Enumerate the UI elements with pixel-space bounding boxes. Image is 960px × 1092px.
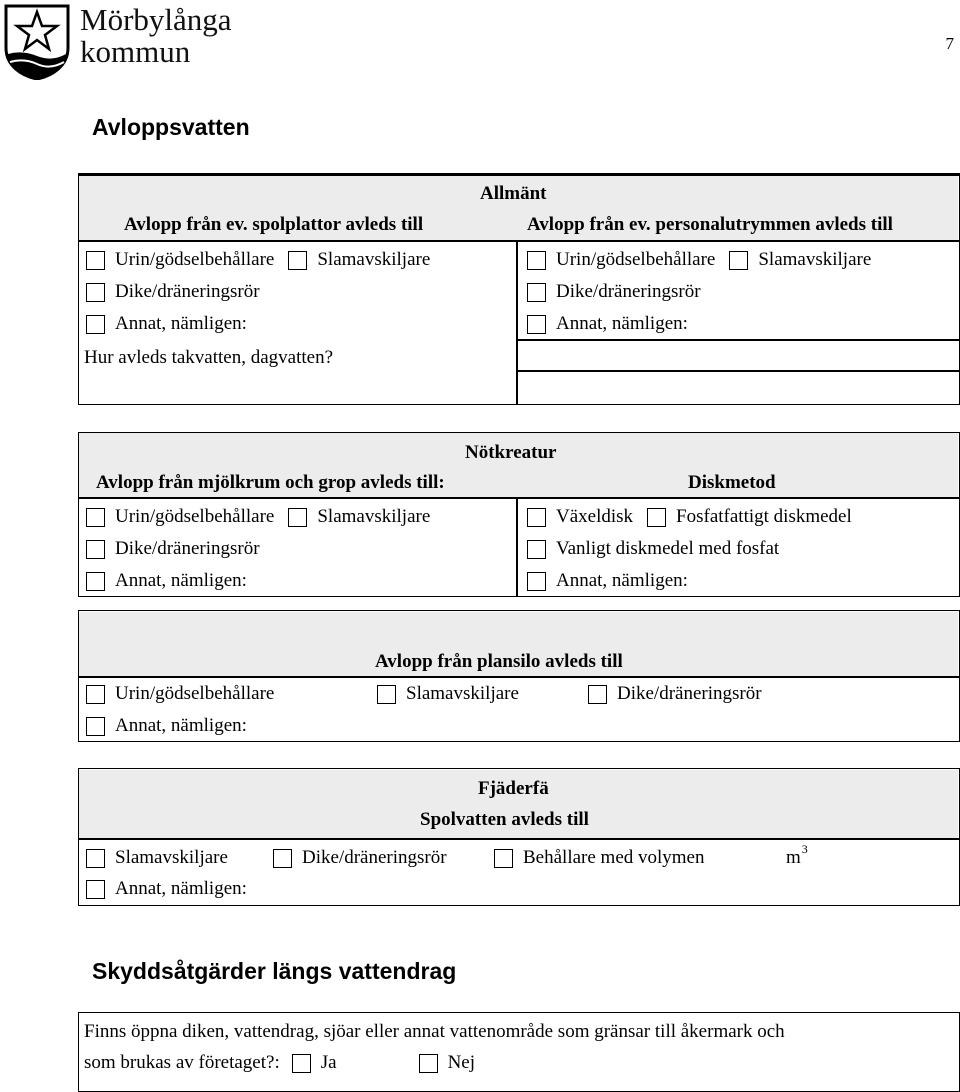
checkbox-personal-urin[interactable] xyxy=(527,251,546,270)
label-personal-dike: Dike/dräneringsrör xyxy=(556,281,701,302)
checkbox-personal-slam[interactable] xyxy=(729,251,748,270)
label-fjaderfa-annat: Annat, nämligen: xyxy=(115,878,247,899)
municipality-name xyxy=(80,4,232,68)
label-takvatten: Hur avleds takvatten, dagvatten? xyxy=(84,347,334,368)
label-fjaderfa-slam: Slamavskiljare xyxy=(115,847,228,868)
label-plansilo-urin: Urin/gödselbehållare xyxy=(115,683,275,704)
checkbox-spolplattor-dike[interactable] xyxy=(86,283,105,302)
label-skydd-question-1: Finns öppna diken, vattendrag, sjöar eller annat vattenområde som gränsar till åkermark och xyxy=(84,1021,785,1042)
checkbox-vanligt-diskmedel[interactable] xyxy=(527,540,546,559)
checkbox-skydd-nej[interactable] xyxy=(419,1054,438,1073)
checkbox-fjaderfa-dike[interactable] xyxy=(273,849,292,868)
label-unit-sup: 3 xyxy=(801,841,808,856)
allmant-right-row-1 xyxy=(527,248,871,272)
checkbox-fjaderfa-behallare[interactable] xyxy=(494,849,513,868)
section-heading-skydd: Skyddsåtgärder längs vattendrag xyxy=(92,958,457,984)
notkreatur-right-row-3 xyxy=(527,569,688,593)
plansilo-header-rule xyxy=(78,676,960,678)
checkbox-mjolkrum-slam[interactable] xyxy=(288,508,307,527)
notkreatur-right-row-1 xyxy=(527,505,852,529)
label-mjolkrum-annat: Annat, nämligen: xyxy=(115,570,247,591)
label-plansilo-dike: Dike/dräneringsrör xyxy=(617,683,762,704)
allmant-left-row-3 xyxy=(86,312,247,336)
fjaderfa-row-2 xyxy=(86,877,247,901)
label-unit-m: m xyxy=(786,847,801,868)
label-mjolkrum-urin: Urin/gödselbehållare xyxy=(115,506,275,527)
skydd-question-line2 xyxy=(84,1051,475,1075)
label-personal-urin: Urin/gödselbehållare xyxy=(556,249,716,270)
allmant-left-title: Avlopp från ev. spolplattor avleds till xyxy=(124,214,424,235)
label-vaxeldisk: Växeldisk xyxy=(556,506,634,527)
notkreatur-left-row-1 xyxy=(86,505,430,529)
label-plansilo-slam: Slamavskiljare xyxy=(406,683,519,704)
notkreatur-left-row-2 xyxy=(86,537,260,561)
notkreatur-right-row-2 xyxy=(527,537,779,561)
allmant-top-thick-rule xyxy=(78,173,960,176)
label-plansilo-annat: Annat, nämligen: xyxy=(115,715,247,736)
checkbox-mjolkrum-urin[interactable] xyxy=(86,508,105,527)
fjaderfa-volume-unit xyxy=(786,841,808,870)
plansilo-row-1c xyxy=(588,682,762,706)
checkbox-fosfatfattigt[interactable] xyxy=(647,508,666,527)
label-spolplattor-slam: Slamavskiljare xyxy=(317,249,431,270)
checkbox-fjaderfa-annat[interactable] xyxy=(86,880,105,899)
checkbox-plansilo-slam[interactable] xyxy=(377,685,396,704)
section-heading-avloppsvatten: Avloppsvatten xyxy=(92,114,250,140)
checkbox-plansilo-dike[interactable] xyxy=(588,685,607,704)
allmant-left-row-2 xyxy=(86,280,260,304)
allmant-left-row-1 xyxy=(86,248,430,272)
allmant-title: Allmänt xyxy=(480,183,547,204)
fjaderfa-row-1 xyxy=(86,846,228,870)
label-fosfatfattigt: Fosfatfattigt diskmedel xyxy=(676,506,852,527)
takvatten-question xyxy=(84,346,333,370)
label-mjolkrum-slam: Slamavskiljare xyxy=(317,506,431,527)
checkbox-skydd-ja[interactable] xyxy=(292,1054,311,1073)
checkbox-spolplattor-slam[interactable] xyxy=(288,251,307,270)
label-mjolkrum-dike: Dike/dräneringsrör xyxy=(115,538,260,559)
allmant-right-title: Avlopp från ev. personalutrymmen avleds till xyxy=(527,214,893,235)
label-spolplattor-annat: Annat, nämligen: xyxy=(115,313,247,334)
plansilo-row-1 xyxy=(86,682,274,706)
takvatten-answer-line xyxy=(516,370,960,372)
notkreatur-title: Nötkreatur xyxy=(465,442,557,463)
fjaderfa-row-1c xyxy=(494,846,705,870)
plansilo-row-2 xyxy=(86,714,247,738)
notkreatur-right-title: Diskmetod xyxy=(688,472,776,493)
label-spolplattor-dike: Dike/dräneringsrör xyxy=(115,281,260,302)
checkbox-plansilo-urin[interactable] xyxy=(86,685,105,704)
label-personal-slam: Slamavskiljare xyxy=(758,249,872,270)
allmant-header-rule xyxy=(78,240,960,242)
allmant-right-row-2 xyxy=(527,280,701,304)
fjaderfa-subtitle: Spolvatten avleds till xyxy=(420,809,589,830)
checkbox-personal-annat[interactable] xyxy=(527,315,546,334)
label-diskmetod-annat: Annat, nämligen: xyxy=(556,570,688,591)
municipality-logo xyxy=(2,2,72,80)
label-skydd-nej: Nej xyxy=(447,1052,475,1073)
label-fjaderfa-dike: Dike/dräneringsrör xyxy=(302,847,447,868)
allmant-divider xyxy=(516,240,518,405)
page-number: 7 xyxy=(945,34,954,53)
label-spolplattor-urin: Urin/gödselbehållare xyxy=(115,249,275,270)
notkreatur-divider xyxy=(516,497,518,597)
checkbox-spolplattor-annat[interactable] xyxy=(86,315,105,334)
municipality-name-line1: Mörbylånga xyxy=(80,2,232,37)
label-skydd-ja: Ja xyxy=(320,1052,337,1073)
checkbox-diskmetod-annat[interactable] xyxy=(527,572,546,591)
checkbox-vaxeldisk[interactable] xyxy=(527,508,546,527)
checkbox-plansilo-annat[interactable] xyxy=(86,717,105,736)
label-personal-annat: Annat, nämligen: xyxy=(556,313,688,334)
checkbox-spolplattor-urin[interactable] xyxy=(86,251,105,270)
allmant-right-rule-1 xyxy=(516,339,960,341)
allmant-right-row-3 xyxy=(527,312,688,336)
notkreatur-left-title: Avlopp från mjölkrum och grop avleds till: xyxy=(96,472,445,493)
notkreatur-left-row-3 xyxy=(86,569,247,593)
fjaderfa-header-rule xyxy=(78,838,960,840)
fjaderfa-row-1b xyxy=(273,846,447,870)
plansilo-row-1b xyxy=(377,682,519,706)
label-vanligt-diskmedel: Vanligt diskmedel med fosfat xyxy=(556,538,780,559)
checkbox-mjolkrum-annat[interactable] xyxy=(86,572,105,591)
checkbox-fjaderfa-slam[interactable] xyxy=(86,849,105,868)
label-skydd-question-2: som brukas av företaget?: xyxy=(84,1052,280,1073)
plansilo-title: Avlopp från plansilo avleds till xyxy=(375,651,623,672)
notkreatur-header-rule xyxy=(78,497,960,499)
checkbox-personal-dike[interactable] xyxy=(527,283,546,302)
label-fjaderfa-behallare: Behållare med volymen xyxy=(523,847,705,868)
fjaderfa-title: Fjäderfä xyxy=(478,778,549,799)
checkbox-mjolkrum-dike[interactable] xyxy=(86,540,105,559)
municipality-name-line2: kommun xyxy=(80,34,191,69)
skydd-question-line1 xyxy=(84,1020,785,1044)
